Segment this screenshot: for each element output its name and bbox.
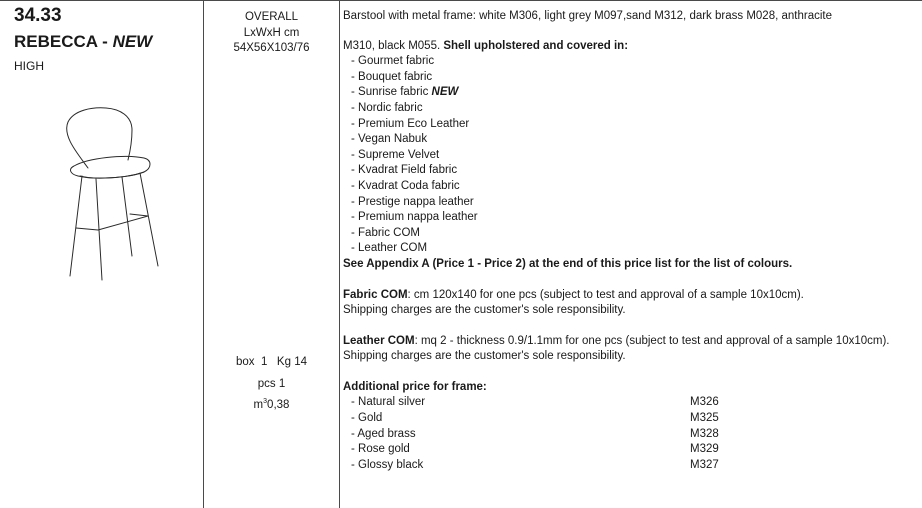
shipping-note-2: Shipping charges are the customer's sole responsibility. (343, 350, 626, 363)
frame-row (343, 442, 918, 458)
product-column (14, 4, 199, 73)
leather-com-line (343, 334, 918, 350)
fabric-item: - Leather COM (351, 242, 428, 255)
fabric-item: - Supreme Velvet (351, 148, 440, 161)
frame-name: - Gold (351, 412, 383, 425)
description-line-2-normal: M310, black M055. (343, 39, 444, 52)
fabric-item: - Premium Eco Leather (351, 117, 470, 130)
fabric-item: - Gourmet fabric (351, 55, 435, 68)
column-divider-1 (203, 0, 204, 508)
packaging-volume (204, 398, 339, 414)
description-column (343, 9, 918, 473)
fabric-item: - Kvadrat Field fabric (351, 164, 458, 177)
fabric-com-text: : cm 120x140 for one pcs (subject to test and approval of a sample 10x10cm). (407, 288, 804, 301)
product-code: 34.33 (14, 5, 62, 26)
frame-code: M326 (690, 396, 719, 409)
column-divider-2 (339, 0, 340, 508)
dimensions-values: 54X56X103/76 (233, 42, 310, 54)
fabric-item: - Kvadrat Coda fabric (351, 179, 460, 192)
frame-price-list (343, 395, 918, 473)
fabric-item (343, 85, 918, 101)
dimensions-block (204, 10, 339, 57)
frame-name: - Rose gold (351, 443, 410, 456)
fabric-item: - Premium nappa leather (351, 211, 478, 224)
frame-name: - Aged brass (351, 427, 416, 440)
frame-row (343, 427, 918, 443)
frame-code: M327 (690, 458, 719, 471)
volume-unit: m (253, 399, 264, 411)
fabric-list (343, 54, 918, 257)
packaging-pcs: pcs 1 (257, 377, 286, 390)
appendix-note: See Appendix A (Price 1 - Price 2) at the end of this price list for the list of colours. (343, 257, 793, 270)
fabric-item: - Nordic fabric (351, 101, 423, 114)
shipping-note-1: Shipping charges are the customer's sole responsibility. (343, 304, 626, 317)
product-name-text: REBECCA - (14, 32, 108, 51)
volume-value: 0,38 (267, 399, 290, 411)
barstool-illustration (48, 106, 160, 284)
frame-price-title: Additional price for frame: (343, 380, 487, 393)
volume-unit-exponent: 3 (263, 398, 268, 406)
frame-row (343, 411, 918, 427)
description-line-2-bold: Shell upholstered and covered in: (443, 39, 629, 52)
frame-name: - Glossy black (351, 458, 424, 471)
fabric-item: - Fabric COM (351, 226, 420, 239)
packaging-block (204, 355, 339, 420)
product-name (14, 30, 199, 54)
description-line-1: Barstool with metal frame: white M306, light grey M097,sand M312, dark brass M028, anthracite (343, 10, 832, 22)
frame-code: M325 (690, 412, 719, 425)
description-line-2 (343, 39, 918, 55)
dimensions-units: LxWxH cm (243, 26, 300, 39)
product-subtitle: HIGH (14, 59, 44, 73)
frame-row (343, 395, 918, 411)
fabric-item-label: - Sunrise fabric (351, 86, 432, 99)
frame-code: M329 (690, 443, 719, 456)
fabric-item: - Prestige nappa leather (351, 195, 474, 208)
packaging-box: box 1 Kg 14 (236, 356, 307, 368)
dimensions-label: OVERALL (244, 11, 299, 23)
fabric-com-line (343, 288, 918, 304)
leather-com-label: Leather COM (343, 334, 415, 347)
fabric-item: - Bouquet fabric (351, 70, 433, 83)
fabric-item: - Vegan Nabuk (351, 133, 428, 146)
frame-name: - Natural silver (351, 396, 426, 409)
frame-row (343, 458, 918, 474)
top-border (0, 0, 922, 1)
fabric-com-label: Fabric COM (343, 288, 408, 301)
leather-com-text: : mq 2 - thickness 0.9/1.1mm for one pcs (subject to test and approval of a sample 10x10cm). (414, 334, 890, 347)
new-tag: NEW (112, 32, 153, 51)
frame-code: M328 (690, 427, 719, 440)
fabric-new-tag: NEW (431, 86, 459, 99)
